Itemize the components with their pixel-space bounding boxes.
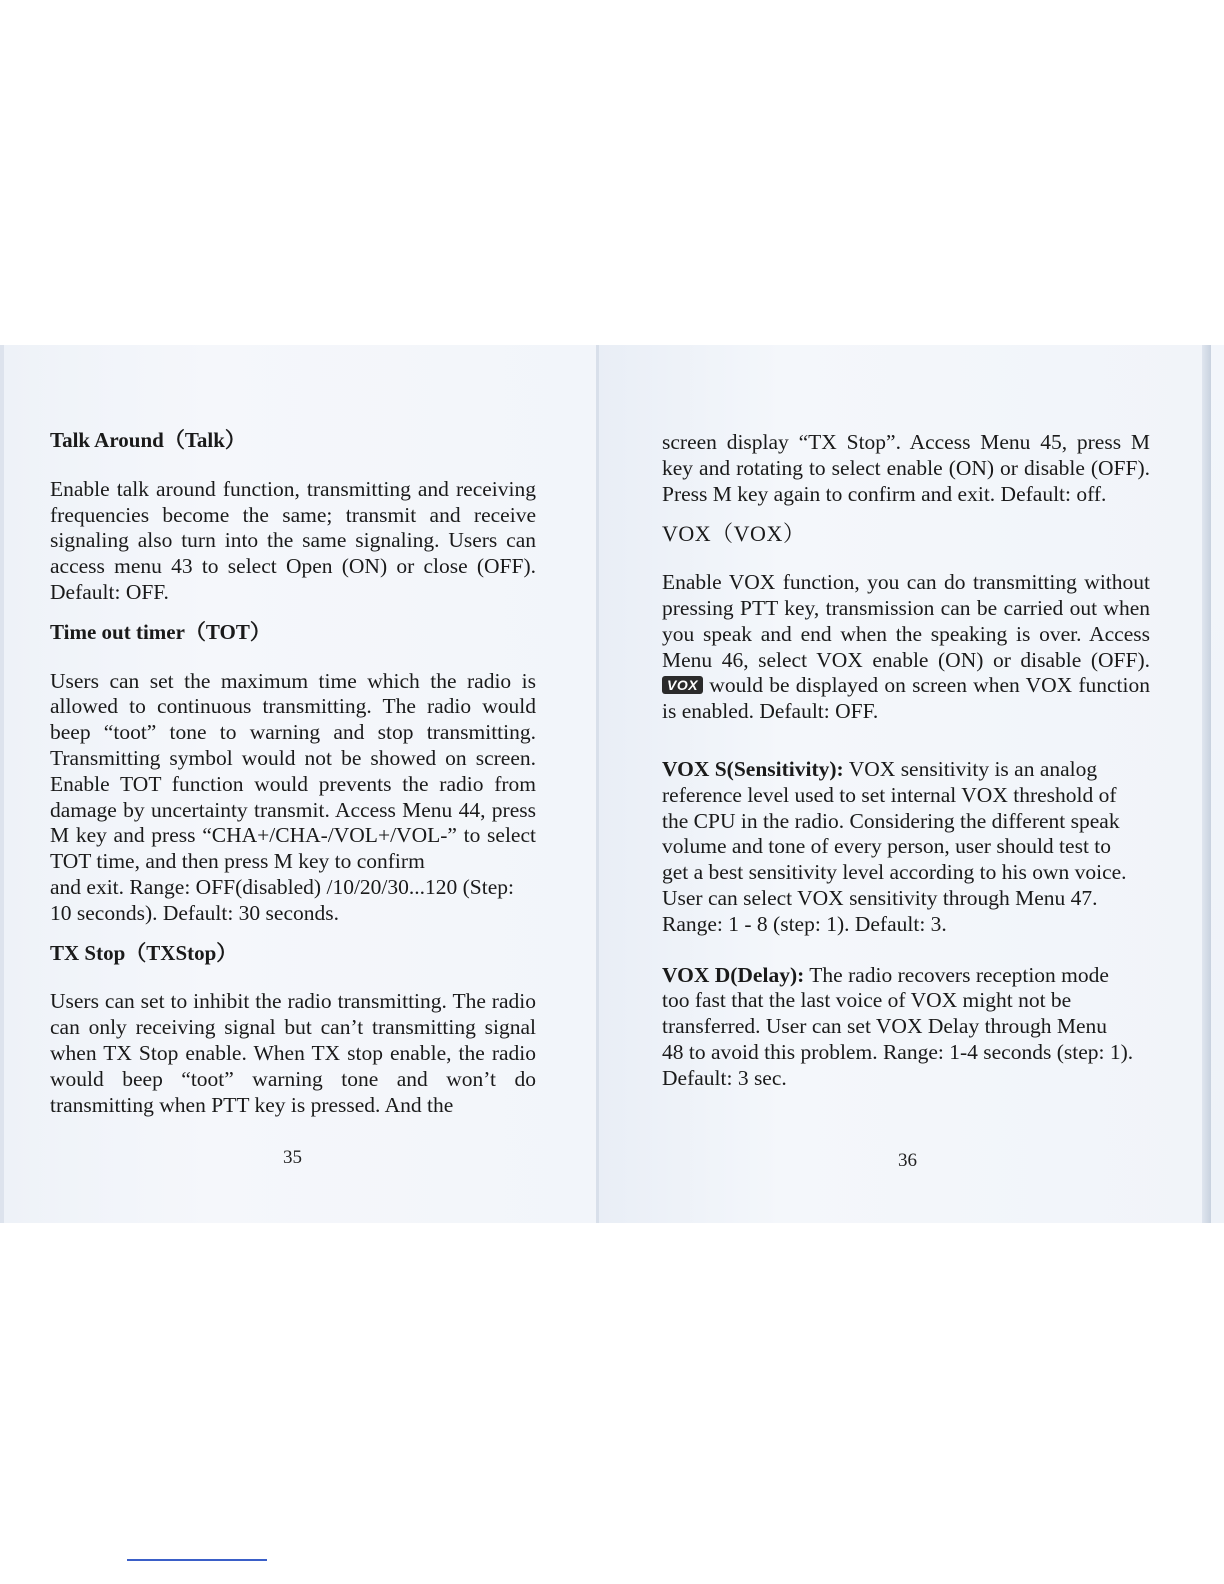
vox-sensitivity-line-6: User can select VOX sensitivity through Menu 47. xyxy=(662,885,1098,910)
vox-sensitivity-line-5: get a best sensitivity level according to his own voice. xyxy=(662,860,1127,885)
tot-body xyxy=(50,669,536,875)
vox-sensitivity-line-4: volume and tone of every person, user should test to xyxy=(662,834,1112,859)
page-number-right: 36 xyxy=(898,1150,917,1171)
vox-sensitivity-line-7: Range: 1 - 8 (step: 1). Default: 3. xyxy=(662,911,947,936)
vox-delay-line-3: transferred. User can set VOX Delay through Menu xyxy=(662,1014,1107,1039)
right-column xyxy=(662,430,1150,1092)
left-column xyxy=(50,428,536,1118)
vox-sensitivity-line-1: VOX sensitivity is an analog xyxy=(848,756,1098,781)
talk-around-heading: Talk Around（Talk） xyxy=(50,428,246,452)
left-page-edge xyxy=(0,345,4,1223)
vox-sensitivity-label: VOX S(Sensitivity): xyxy=(662,756,844,781)
tot-default-line: 10 seconds). Default: 30 seconds. xyxy=(50,900,339,925)
vox-body-tail: would be displayed on screen when VOX function is enabled. Default: OFF. xyxy=(662,673,1151,724)
tot-range-line: and exit. Range: OFF(disabled) /10/20/30...120 (Step: xyxy=(50,874,514,899)
talk-around-body: Enable talk around function, transmitting and receiving frequencies become the same; transmit and receive signaling also turn into the same signaling. Users can access menu 43 to select Open (ON) or close (OFF). Default: OFF. xyxy=(50,476,536,604)
vox-sensitivity-line-3: the CPU in the radio. Considering the different speak xyxy=(662,808,1120,833)
vox-delay-line-5: Default: 3 sec. xyxy=(662,1065,787,1090)
vox-sensitivity-line-2: reference level used to set internal VOX threshold of xyxy=(662,782,1117,807)
vox-heading: VOX（VOX） xyxy=(662,521,806,547)
vox-delay-line-2: too fast that the last voice of VOX might not be xyxy=(662,988,1072,1013)
tot-body-range xyxy=(50,875,536,927)
vox-delay-paragraph xyxy=(662,963,1150,1092)
right-page-edge xyxy=(1202,345,1211,1223)
vox-body-main: Enable VOX function, you can do transmitting without pressing PTT key, transmission can be carried out when you speak and end when the speaking is over. Access Menu 46, select VOX enable (ON) or disable (OFF). xyxy=(662,570,1150,672)
vox-icon: VOX xyxy=(662,676,703,694)
tot-heading: Time out timer（TOT） xyxy=(50,619,271,644)
txstop-continued-body: screen display “TX Stop”. Access Menu 45, press M key and rotating to select enable (ON) or disable (OFF). Press M key again to confirm and exit. Default: off. xyxy=(662,430,1150,506)
page-number-left: 35 xyxy=(283,1147,302,1168)
bottom-underline xyxy=(127,1559,267,1561)
tot-body-main: Users can set the maximum time which the radio is allowed to continuous transmitting. The radio would beep “toot” tone to warning and stop transmitting. Transmitting symbol would not be showed on screen. Enable TOT function would prevents the radio from damage by uncertainty transmit. Access Menu 44, press M key and press “CHA+/CHA-/VOL+/VOL-” to select TOT time, and then press M key to confirm xyxy=(50,668,536,874)
vox-sensitivity-paragraph xyxy=(662,757,1150,938)
txstop-heading: TX Stop（TXStop） xyxy=(50,940,238,965)
txstop-body: Users can set to inhibit the radio transmitting. The radio can only receiving signal but can’t transmitting signal when TX Stop enable. When TX stop enable, the radio would beep “toot” warning tone and won’t do transmitting when PTT key is pressed. And the xyxy=(50,989,536,1117)
vox-delay-line-1: The radio recovers reception mode xyxy=(809,962,1109,987)
vox-delay-line-4: 48 to avoid this problem. Range: 1-4 seconds (step: 1). xyxy=(662,1039,1134,1064)
vox-delay-label: VOX D(Delay): xyxy=(662,962,805,987)
book-gutter xyxy=(596,345,599,1223)
vox-body xyxy=(662,570,1150,725)
